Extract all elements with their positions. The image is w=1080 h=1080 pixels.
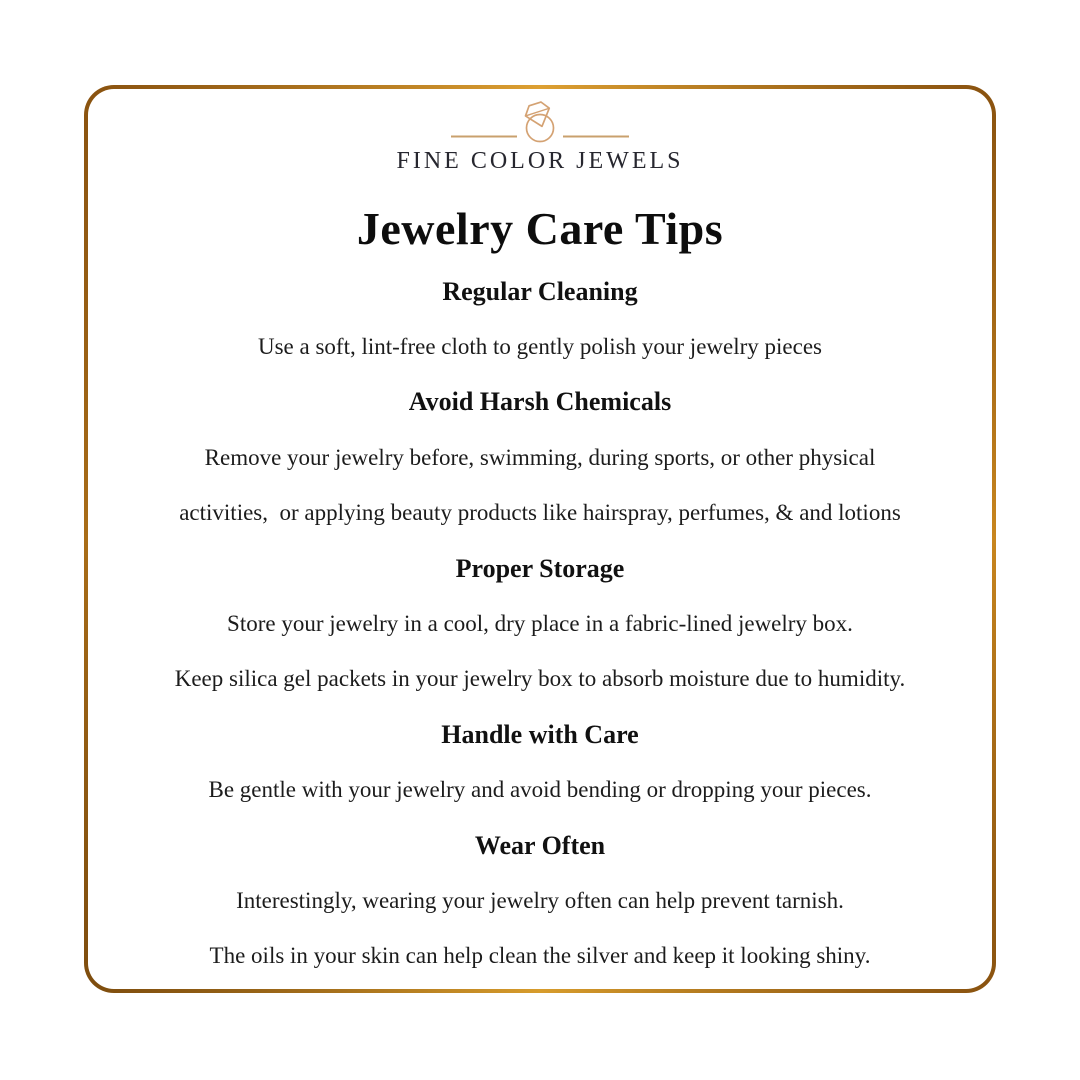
brand-logo: [445, 103, 635, 145]
tip-line: activities, or applying beauty products like hairspray, perfumes, & and lotions: [179, 500, 901, 526]
tip-line: Use a soft, lint-free cloth to gently polish your jewelry pieces: [258, 334, 822, 360]
brand-name: FINE COLOR JEWELS: [396, 147, 684, 174]
section-heading: Proper Storage: [455, 553, 625, 583]
tip-line: Interestingly, wearing your jewelry often can help prevent tarnish.: [236, 887, 844, 913]
left-line: [451, 136, 517, 138]
gold-border-frame: [84, 85, 996, 993]
right-line: [563, 136, 629, 138]
tip-line: Store your jewelry in a cool, dry place in a fabric-lined jewelry box.: [227, 611, 853, 637]
tips-list: [88, 264, 992, 984]
section-heading: Handle with Care: [441, 719, 639, 749]
diamond-ring-icon: [445, 101, 635, 147]
tip-line: Be gentle with your jewelry and avoid bending or dropping your pieces.: [208, 777, 872, 803]
card: [88, 89, 992, 989]
section-heading: Regular Cleaning: [442, 276, 638, 306]
page-title: Jewelry Care Tips: [356, 202, 724, 254]
section-heading: Avoid Harsh Chemicals: [408, 387, 672, 417]
tip-line: The oils in your skin can help clean the silver and keep it looking shiny.: [209, 943, 871, 969]
tip-line: Keep silica gel packets in your jewelry box to absorb moisture due to humidity.: [174, 666, 906, 692]
tip-line: Remove your jewelry before, swimming, during sports, or other physical: [204, 444, 876, 470]
section-heading: Wear Often: [474, 830, 606, 860]
